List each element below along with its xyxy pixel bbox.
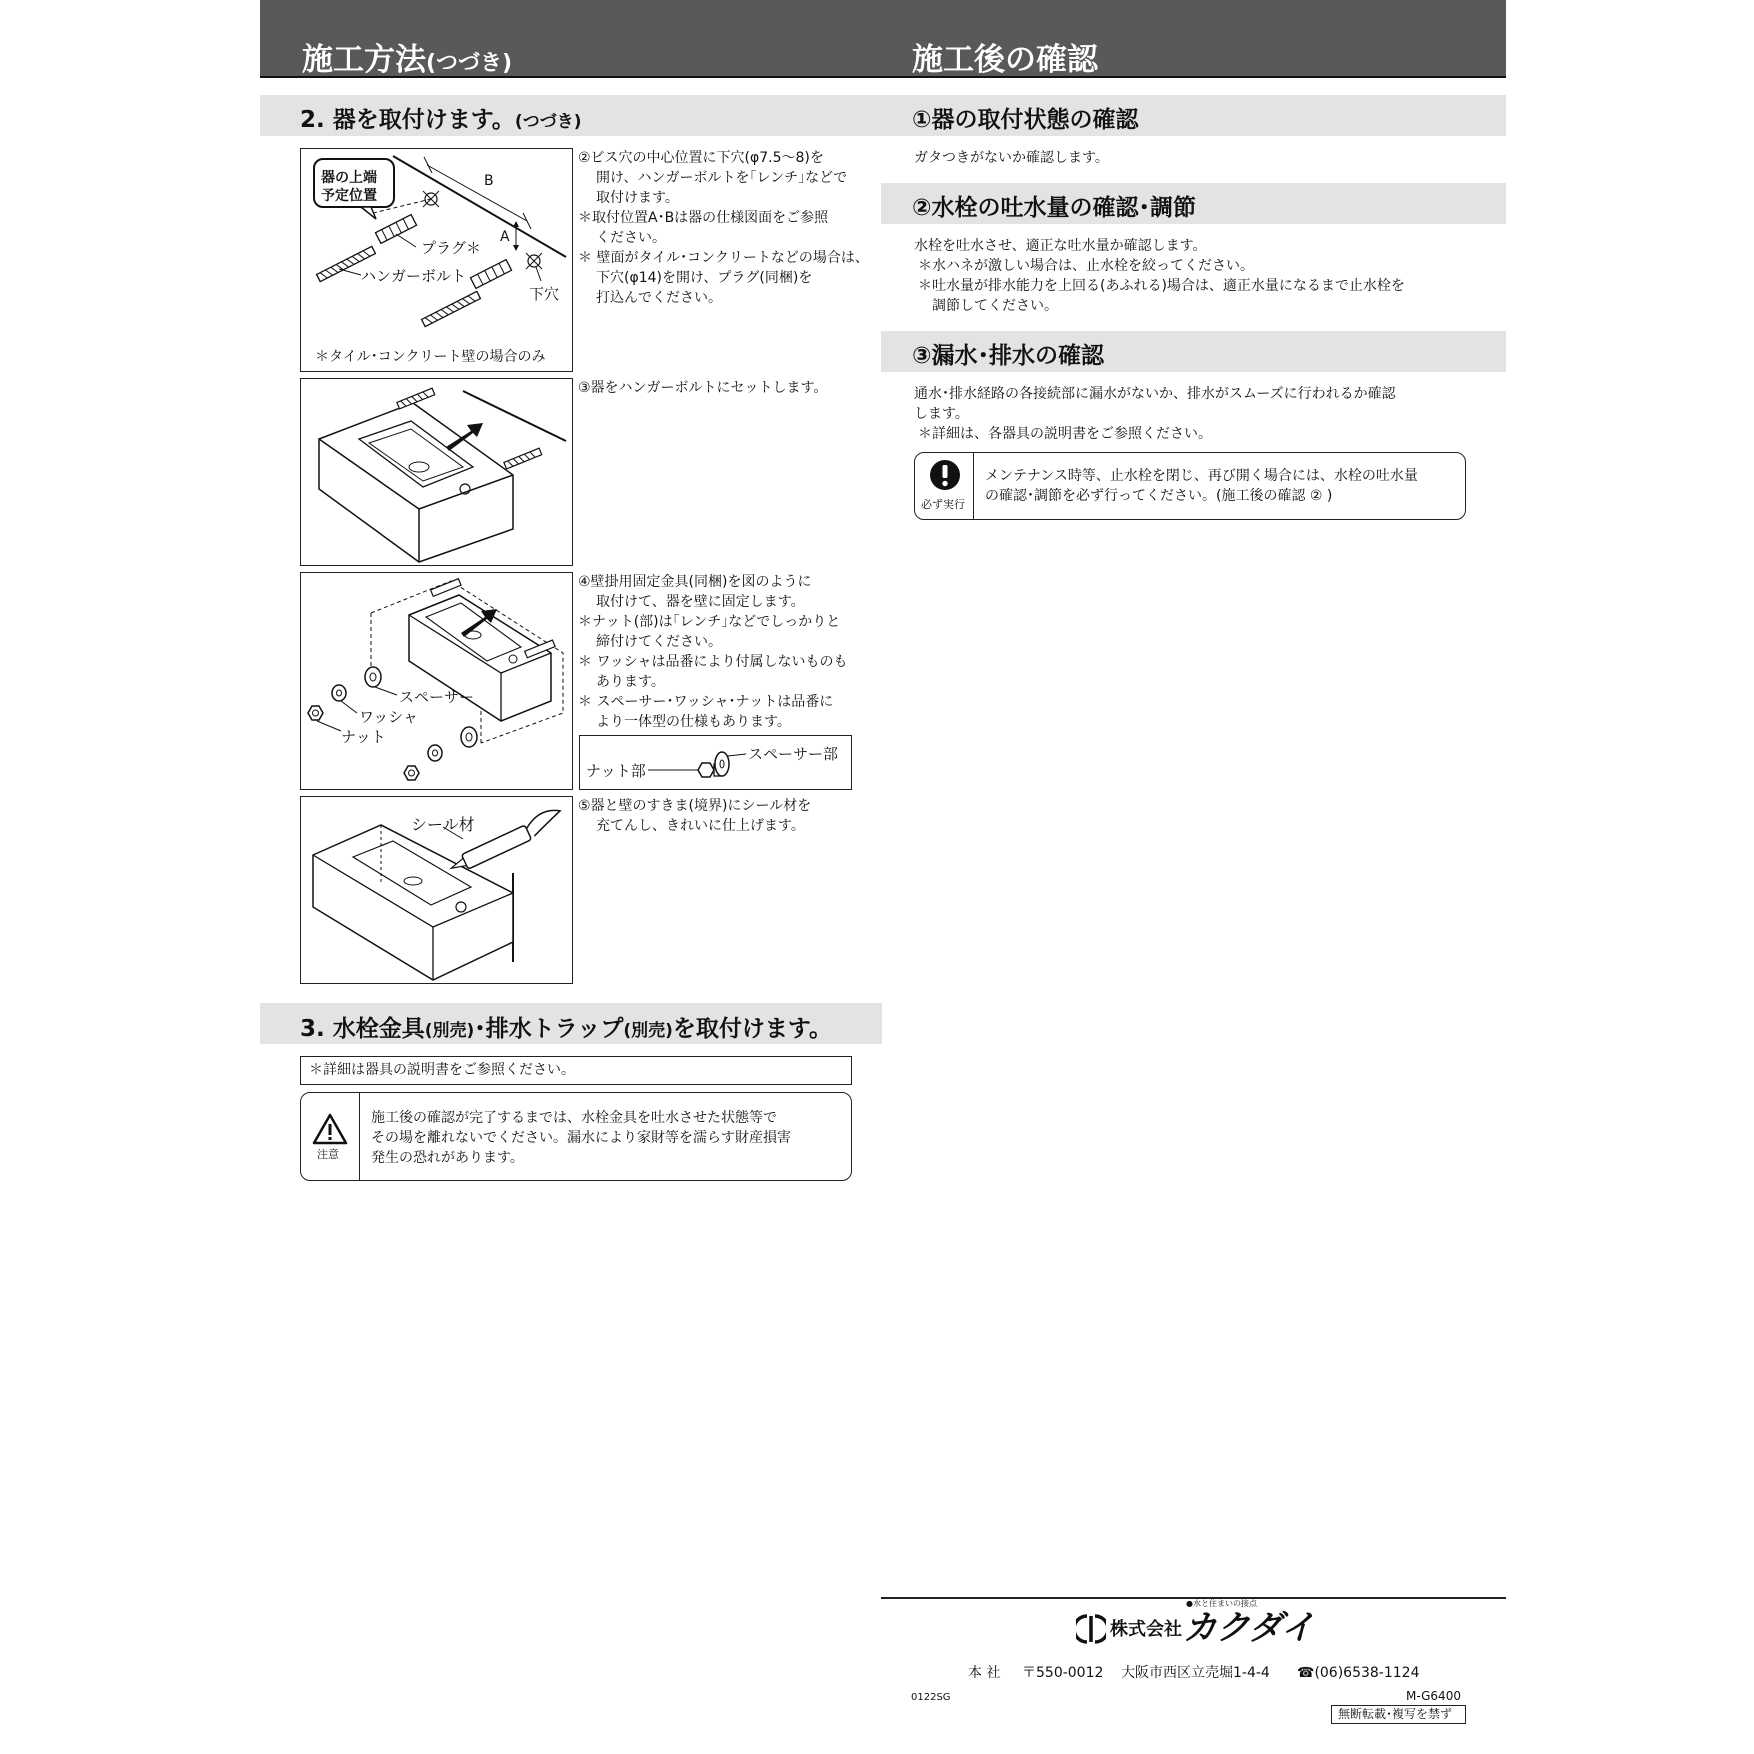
label-dimension-a: A (500, 229, 510, 245)
figure-fixing-bracket (300, 572, 573, 790)
check2-line: 水栓を吐水させ、適正な吐水量か確認します。 (914, 238, 1207, 254)
step4-line: 締付けてください。 (596, 634, 722, 650)
must-do-line: メンテナンス時等、止水栓を閉じ、再び開く場合には、水栓の吐水量 (985, 468, 1418, 484)
figure-callout (321, 169, 377, 205)
check2-text (914, 236, 1405, 316)
check3-line: します。 (914, 406, 969, 422)
step5-line: 充てんし、きれいに仕上げます。 (596, 818, 805, 834)
must-do-box (914, 452, 1466, 520)
figure-set-basin (300, 378, 573, 566)
figure-seal (300, 796, 573, 984)
figure-hanger-bolt (300, 148, 573, 372)
step2-line: ください。 (596, 230, 666, 246)
copyright-text: 無断転載･複写を禁ず (1338, 1707, 1453, 1721)
step4-line: ＊ナット(部)は｢レンチ｣などでしっかりと (578, 614, 841, 630)
section3-title: 3. 水栓金具(別売)･排水トラップ(別売)を取付けます。 (300, 1016, 833, 1042)
caution-box (300, 1092, 852, 1181)
header-left-paren: (つづき) (426, 51, 513, 76)
step4-line: より一体型の仕様もあります。 (596, 714, 791, 730)
must-do-line: の確認･調節を必ず行ってください。(施工後の確認 ② ) (985, 488, 1333, 504)
figure-fixing-bracket-drawing (301, 573, 571, 788)
step4-line: ＊ スペーサー･ワッシャ･ナットは品番に (578, 694, 834, 710)
step2-line: 開け、ハンガーボルトを｢レンチ｣などで (596, 170, 848, 186)
label-hanger-bolt: ハンガーボルト (361, 267, 467, 285)
office-label: 本 社 (968, 1665, 1001, 1681)
must-do-icon-label: 必ず実行 (921, 498, 965, 511)
step4-line: 取付けて、器を壁に固定します。 (596, 594, 805, 610)
step4-line: あります。 (596, 674, 665, 690)
figure-set-basin-drawing (301, 379, 571, 564)
label-nut-part: ナット部 (586, 762, 646, 780)
office-phone: ☎(06)6538-1124 (1297, 1665, 1420, 1681)
label-seal: シール材 (411, 815, 475, 834)
check2-line: ＊吐水量が排水能力を上回る(あふれる)場合は、適正水量になるまで止水栓を (918, 278, 1405, 294)
step2-line: ②ビス穴の中心位置に下穴(φ7.5～8)を (578, 150, 824, 166)
warning-icon (312, 1113, 348, 1145)
check3-line: 通水･排水経路の各接続部に漏水がないか、排水がスムーズに行われるか確認 (914, 386, 1396, 402)
check3-title: ③漏水･排水の確認 (912, 343, 1104, 369)
label-dimension-b: B (484, 173, 494, 189)
header-right-title: 施工後の確認 (912, 42, 1098, 78)
section2-title-paren: (つづき) (514, 112, 582, 132)
step2-line: 下穴(φ14)を開け、プラグ(同梱)を (596, 270, 813, 286)
callout-line-1: 器の上端 (321, 170, 377, 186)
step2-text (578, 148, 869, 308)
label-washer: ワッシャ (359, 708, 418, 726)
check2-title: ②水栓の吐水量の確認･調節 (912, 195, 1196, 221)
caution-text (371, 1108, 791, 1168)
check3-text (914, 384, 1396, 444)
step5-line: ⑤器と壁のすきま(境界)にシール材を (578, 798, 812, 814)
step2-line: 打込んでください。 (596, 290, 722, 306)
label-plug: プラグ＊ (421, 239, 482, 257)
figure-integrated-nut (579, 735, 852, 790)
step4-line: ＊ ワッシャは品番により付属しないものも (578, 654, 848, 670)
step3-text: ③器をハンガーボルトにセットします。 (578, 380, 828, 396)
label-nut: ナット (341, 728, 386, 746)
doc-code-right: M-G6400 (1406, 1689, 1461, 1703)
caution-icon-cell (301, 1093, 360, 1180)
company-prefix: 株式会社 (1110, 1619, 1182, 1640)
footer-tagline: ●水と住まいの接点 (1186, 1599, 1257, 1608)
step4-line: ④壁掛用固定金具(同梱)を図のように (578, 574, 812, 590)
caution-line: 施工後の確認が完了するまでは、水栓金具を吐水させた状態等で (371, 1110, 777, 1126)
copyright-box (1331, 1705, 1466, 1724)
step4-text (578, 572, 847, 732)
office-postal: 〒550-0012 (1022, 1665, 1104, 1681)
check3-line: ＊詳細は、各器具の説明書をご参照ください。 (918, 426, 1212, 442)
header-left-title: 施工方法(つづき) (302, 42, 513, 78)
step5-text (578, 796, 811, 836)
callout-line-2: 予定位置 (321, 188, 377, 204)
must-do-text (985, 466, 1418, 506)
kakudai-logo-icon (1076, 1613, 1106, 1645)
must-do-icon-cell (915, 453, 974, 519)
step2-line: ＊取付位置A･Bは器の仕様図面をご参照 (578, 210, 829, 226)
detail-note-text: ＊詳細は器具の説明書をご参照ください。 (309, 1062, 575, 1078)
check2-line: ＊水ハネが激しい場合は、止水栓を絞ってください。 (918, 258, 1254, 274)
section2-title: 2. 器を取付けます。(つづき) (300, 107, 582, 133)
detail-note-box (300, 1056, 852, 1085)
figure-caption: ＊タイル･コンクリート壁の場合のみ (315, 349, 546, 365)
caution-line: 発生の恐れがあります。 (371, 1150, 524, 1166)
label-spacer-part: スペーサー部 (748, 745, 839, 763)
check2-line: 調節してください。 (932, 298, 1058, 314)
caution-icon-label: 注意 (317, 1148, 339, 1161)
step2-line: 取付けます。 (596, 190, 679, 206)
company-name: カクダイ (1183, 1608, 1314, 1648)
check1-title: ①器の取付状態の確認 (912, 107, 1139, 133)
check1-text: ガタつきがないか確認します。 (914, 150, 1109, 166)
doc-code-left: 0122SG (911, 1692, 951, 1703)
office-address: 大阪市西区立売堀1-4-4 (1121, 1665, 1270, 1681)
caution-line: その場を離れないでください。漏水により家財等を濡らす財産損害 (371, 1130, 791, 1146)
exclamation-icon (929, 459, 961, 491)
step2-line: ＊ 壁面がタイル･コンクリートなどの場合は、 (578, 250, 869, 266)
label-pilot-hole: 下穴 (529, 285, 560, 303)
label-spacer: スペーサー (399, 688, 475, 706)
